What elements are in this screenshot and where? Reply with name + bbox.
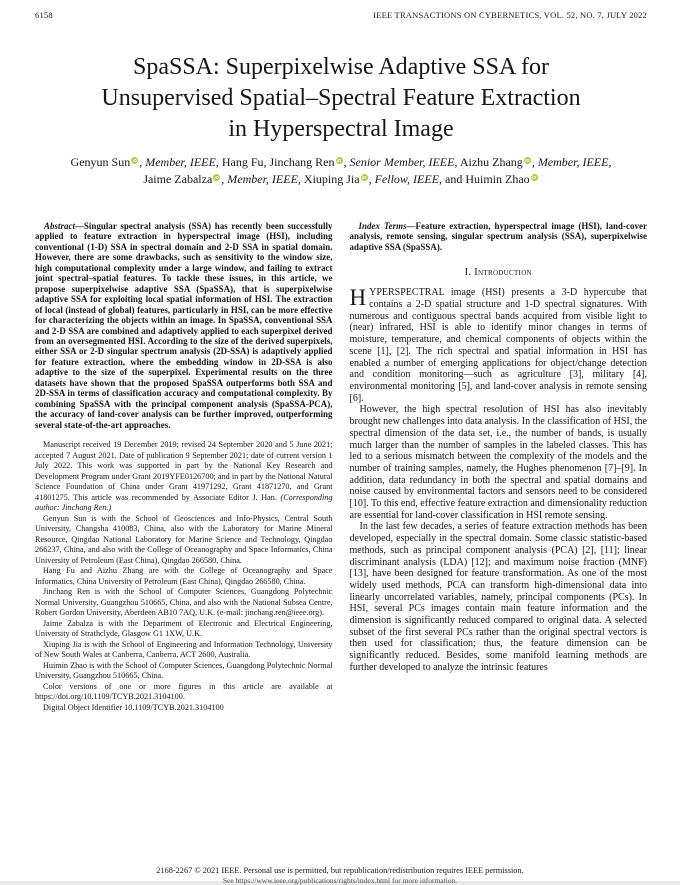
title-line: in Hyperspectral Image <box>228 116 454 142</box>
text-segment: Jaime Zabalza <box>143 172 213 186</box>
footnote <box>35 440 333 514</box>
footnote <box>35 619 333 640</box>
two-column-body <box>35 221 647 713</box>
page-number: 6158 <box>35 10 53 20</box>
text-segment: Genyun Sun <box>70 155 131 169</box>
text-segment: Senior Member, IEEE <box>349 155 455 169</box>
footnote <box>35 661 333 682</box>
orcid-icon: iD <box>361 175 367 180</box>
text-segment: Fellow, IEEE <box>374 172 440 186</box>
text-segment: , Xiuping Jia <box>297 172 360 186</box>
author-list <box>35 154 647 188</box>
journal-title: IEEE TRANSACTIONS ON CYBERNETICS, VOL. 52, NO. 7, JULY 2022 <box>373 10 647 20</box>
text-segment: , <box>139 155 146 169</box>
text-segment: I. <box>464 267 475 279</box>
text-segment: , Hang Fu, Jinchang Ren <box>215 155 335 169</box>
text-segment: , <box>221 172 228 186</box>
text-segment: However, the high spectral resolution of HSI has also inevitably brought new challenges into data analysis. In the classification of HSI, the spectral dimension of the data set, i.e., the number of bands, is usually much larger than the number of samples in the labeled classes. This has led to a serious mismatch between the complexity of the models and the number of training samples, namely, the Hughes phenomenon [7]–[9]. In addition, data redundancy in both the spectral and spatial domains and noise caused by environmental factors and sensors need to be considered [10]. To this end, effective feature extraction and dimensionality reduction are essential for land-cover classification in HSI remote sensing. <box>349 404 647 521</box>
right-column <box>350 221 648 713</box>
text-segment: Jinchang Ren is with the School of Computer Sciences, Guangdong Polytechnic Normal University, Guangzhou 510665, China, and also with the National Subsea Centre, Robert Gordon University, Aberdeen AB10 7AQ, U.K. (e-mail: jinchang.ren@ieee.org). <box>35 587 333 618</box>
text-segment: H <box>349 285 367 311</box>
text-segment: Member, IEEE <box>537 155 609 169</box>
copyright-footer: 2168-2267 © 2021 IEEE. Personal use is permitted, but republication/redistribution requires IEEE permission. <box>156 866 524 875</box>
text-segment: Introduction <box>474 267 532 279</box>
footnote <box>35 640 333 661</box>
left-column <box>35 221 333 713</box>
text-segment: Huimin Zhao is with the School of Computer Sciences, Guangdong Polytechnic Normal University, Guangzhou 510665, China. <box>35 660 333 681</box>
body-paragraph <box>350 287 648 404</box>
text-segment: , Aizhu Zhang <box>454 155 523 169</box>
text-segment: Jaime Zabalza is with the Department of Electronic and Electrical Engineering, University of Strathclyde, Glasgow G1 1XW, U.K. <box>35 618 333 639</box>
body-paragraph <box>350 404 648 521</box>
author-line <box>35 154 647 171</box>
footnote <box>35 703 333 714</box>
text-segment: , and Huimin Zhao <box>439 172 530 186</box>
orcid-icon: iD <box>531 175 537 180</box>
text-segment: , <box>368 172 375 186</box>
text-segment: Genyun Sun is with the School of Geosciences and Info-Physics, Central South University, Changsha 410083, China, also with the Laboratory for Marine Mineral Resource, Qingdao National Laboratory for Marine Science and Technology, Qingdao 266237, China, and also with the College of Oceanography and Space Informatics, China University of Petroleum (East China), Qingdao 266580, China. <box>35 513 333 565</box>
author-line <box>35 171 647 188</box>
orcid-icon: iD <box>132 158 137 163</box>
text-segment: Member, IEEE <box>227 172 298 186</box>
footnote <box>35 566 333 587</box>
footnote <box>35 587 333 619</box>
title-line: SpaSSA: Superpixelwise Adaptive SSA for <box>132 54 549 80</box>
text-segment: , <box>531 155 538 169</box>
text-segment: Color versions of one or more figures in this article are available at https://doi.org/10.1109/TCYB.2021.3104100. <box>35 681 333 702</box>
paper-title <box>35 52 647 145</box>
text-segment: Index Terms— <box>358 221 416 231</box>
text-segment: , <box>343 155 350 169</box>
orcid-icon: iD <box>336 158 342 163</box>
footnote <box>35 514 333 567</box>
text-segment: Member, IEEE <box>145 155 216 169</box>
section-heading <box>350 267 648 278</box>
orcid-icon: iD <box>525 158 530 163</box>
copyright-footer-clipped: See https://www.ieee.org/publications/rights/index.html for more information. <box>222 876 458 885</box>
text-segment: Abstract— <box>44 221 84 231</box>
running-header <box>35 10 647 20</box>
footnote-block <box>35 440 333 713</box>
text-segment: Manuscript received 19 December 2019; revised 24 September 2020 and 5 June 2021; accepted 7 August 2021. Date of publication 9 September 2021; date of current version 1 July 2022. This work was supported in part by the National Key Research and Development Program under Grant 2019YFE0126700; and in part by the National Natural Science Foundation of China under Grant 41971292, Grant 41871270, and Grant 41801275. This article was recommended by Associate Editor J. Han. <box>35 440 333 502</box>
text-segment: In the last few decades, a series of feature extraction methods has been developed, especially in the spectral domain. Some classic statistic-based methods, such as principal component analysis (PCA) [2], [11]; linear discriminant analysis (LDA) [12]; and maximum noise fraction (MNF) [13], have been designed for feature transformation. As one of the most widely used methods, PCA can transform high-dimensional data into linearly uncorrelated variables, namely, principal components (PCs). In HSI, several PCs images contain main feature information and the dimension is significantly reduced compared to original data. A selected subset of the first several PCs rather than the original spectral vectors is then used for classification; thus, the feature dimension can be significantly reduced. Besides, some manifold learning methods are further developed to analyze the intrinsic features <box>349 521 647 673</box>
footnote <box>35 682 333 703</box>
abstract <box>35 221 333 430</box>
text-segment: Singular spectral analysis (SSA) has recently been successfully applied to feature extraction in hyperspectral image (HSI), including conventional (1-D) SSA in spectral domain and 2-D SSA in spatial domain. However, there are some drawbacks, such as sensitivity to the window size, high computational complexity under a large window, and failing to extract joint spectral–spatial features. To tackle these issues, in this article, we propose superpixelwise adaptive SSA (SpaSSA), that is superpixelwise adaptive SSA for exploiting local spatial information of HSI. The extraction of local (instead of global) features, particularly in HSI, can be more effective for characterizing the objects within an image. In SpaSSA, conventional SSA and 2-D SSA are combined and adaptively applied to each superpixel derived from an oversegmented HSI. According to the size of the derived superpixels, either SSA or 2-D singular spectrum analysis (2D-SSA) is adaptively applied for feature extraction, where the embedding window in 2D-SSA is also adaptive to the size of the superpixel. Experimental results on the three datasets have shown that the proposed SpaSSA outperforms both SSA and 2D-SSA in terms of classification accuracy and computational complexity. By combining SpaSSA with the principal component analysis (SpaSSA-PCA), the accuracy of land-cover analysis can be further improved, outperforming several state-of-the-art approaches. <box>35 221 333 430</box>
orcid-icon: iD <box>214 175 220 180</box>
title-line: Unsupervised Spatial–Spectral Feature Extraction <box>101 85 581 111</box>
body-paragraphs <box>350 404 648 673</box>
text-segment: (Corresponding author: Jinchang Ren.) <box>35 492 333 513</box>
text-segment: Hang Fu and Aizhu Zhang are with the College of Oceanography and Space Informatics, China University of Petroleum (East China), Qingdao 266580, China. <box>35 566 333 586</box>
text-segment: , <box>608 155 612 169</box>
text-segment: YPERSPECTRAL image (HSI) presents a 3-D hypercube that contains a 2-D spatial structure and 1-D spectral signatures. With numerous and contiguous spectral bands acquired from visible light to (near) infrared, HSI is able to identify minor changes in terms of moisture, temperature, and chemical components of objects within the scene [1], [2]. The rich spectral and spatial information in HSI has enabled a number of emerging applications for object/change detection and condition monitoring—such as agriculture [3], military [4], environmental monitoring [5], and land-cover analysis in remote sensing [6]. <box>349 287 647 404</box>
body-paragraph <box>350 521 648 673</box>
text-segment: Xiuping Jia is with the School of Engineering and Information Technology, University of New South Wales at Canberra, Canberra, ACT 2600, Australia. <box>35 639 333 660</box>
index-terms <box>350 221 648 252</box>
text-segment: Digital Object Identifier 10.1109/TCYB.2021.3104100 <box>43 702 224 712</box>
text-segment: Feature extraction, hyperspectral image (HSI), land-cover analysis, remote sensing, singular spectrum analysis (SSA), superpixelwise adaptive SSA (SpaSSA). <box>349 221 647 252</box>
